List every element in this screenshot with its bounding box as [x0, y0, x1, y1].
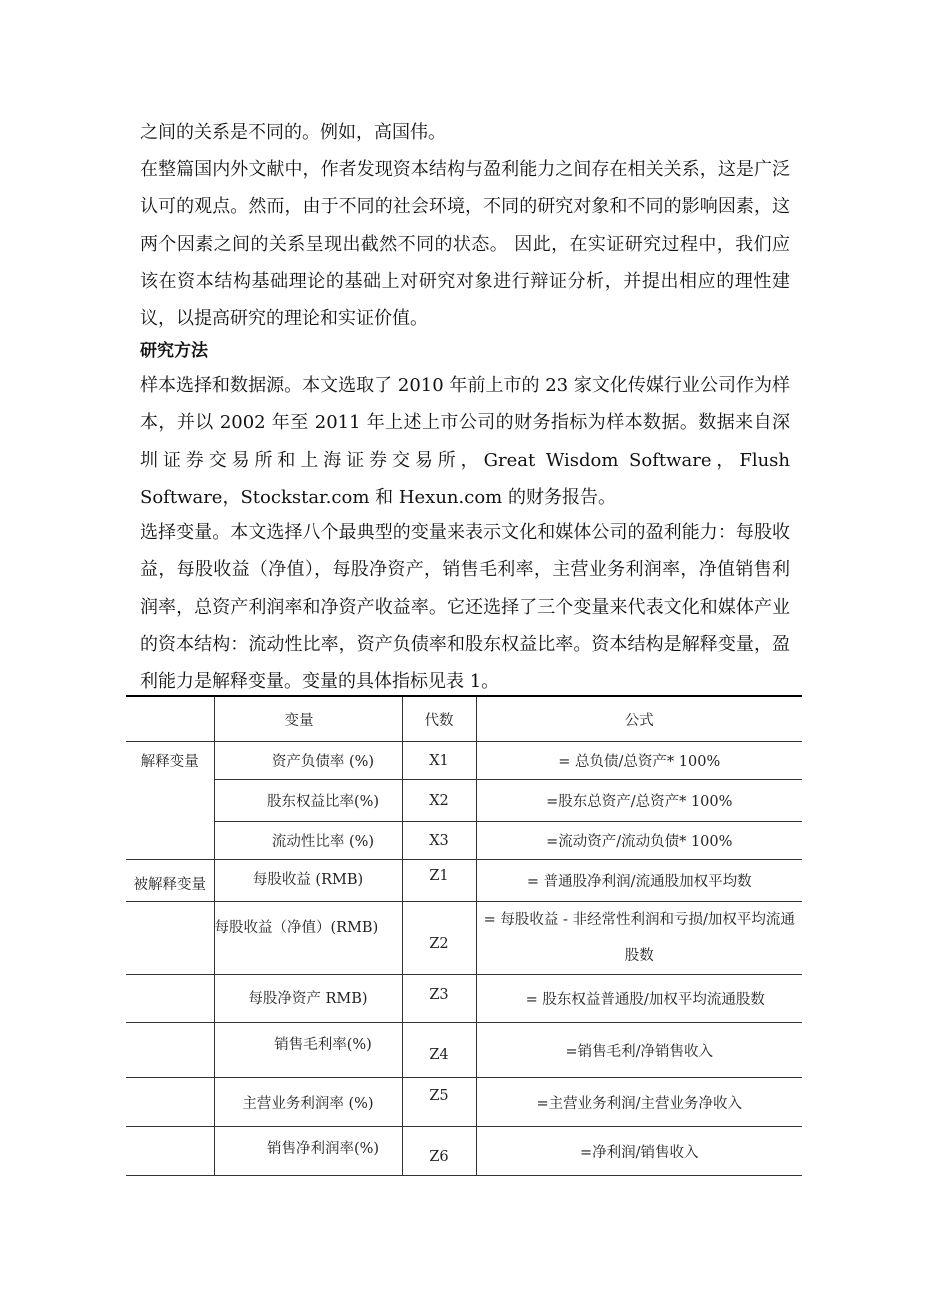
table-header-row — [126, 696, 802, 742]
variables-table — [126, 695, 802, 1176]
variable-cell: 销售毛利率(%) — [214, 1023, 402, 1078]
code-cell: Z2 — [402, 902, 476, 975]
group-cell: 解释变量 — [140, 754, 199, 771]
formula-cell: = 总负债/总资产* 100% — [476, 742, 802, 780]
paragraph-variable-selection: 选择变量。本文选择八个最典型的变量来表示文化和媒体公司的盈利能力：每股收益，每股收益（净值），每股净资产，销售毛利率，主营业务利润率，净值销售利润率，总资产利润率和净资产收益率。它还选择了三个变量来代表文化和媒体产业的资本结构：流动性比率，资产负债率和股东权益比率。资本结构是解释变量，盈利能力是解释变量。变量的具体指标见表 1。 — [140, 522, 790, 693]
code-cell: Z3 — [402, 975, 476, 1023]
table-row — [126, 1023, 802, 1078]
table-row — [126, 742, 802, 780]
formula-cell: = 股东权益普通股/加权平均流通股数 — [476, 975, 802, 1023]
table-row — [126, 975, 802, 1023]
variable-cell: 每股收益（净值）(RMB) — [214, 902, 402, 975]
variable-cell: 销售净利润率(%) — [214, 1127, 402, 1176]
group-cell — [126, 780, 214, 822]
group-cell — [126, 1023, 214, 1078]
variable-cell: 每股收益 (RMB) — [214, 860, 402, 902]
header-code: 代数 — [402, 696, 476, 742]
paragraph-intro-end: 之间的关系是不同的。例如，高国伟。 — [140, 122, 446, 143]
formula-cell: =净利润/销售收入 — [476, 1127, 802, 1176]
code-cell: X3 — [402, 822, 476, 860]
group-cell: 被解释变量 — [133, 877, 206, 893]
table-row — [126, 1127, 802, 1176]
formula-cell: =流动资产/流动负债* 100% — [476, 822, 802, 860]
formula-text: = 每股收益 - 非经常性利润和亏损/加权平均流通股数 — [483, 912, 795, 964]
code-cell: X1 — [402, 742, 476, 780]
group-cell — [126, 902, 214, 975]
formula-cell: =销售毛利/净销售收入 — [476, 1023, 802, 1078]
code-cell: Z4 — [402, 1023, 476, 1078]
group-cell — [126, 1127, 214, 1176]
group-cell — [126, 822, 214, 860]
code-cell: Z5 — [402, 1078, 476, 1127]
code-cell: Z1 — [402, 860, 476, 902]
formula-cell: =主营业务利润/主营业务净收入 — [476, 1078, 802, 1127]
group-cell — [126, 1078, 214, 1127]
header-group — [126, 696, 214, 742]
table-row — [126, 780, 802, 822]
variable-cell: 每股净资产 RMB) — [214, 975, 402, 1023]
code-cell: X2 — [402, 780, 476, 822]
formula-cell — [476, 902, 802, 975]
header-variable: 变量 — [214, 696, 402, 742]
formula-cell: =股东总资产/总资产* 100% — [476, 780, 802, 822]
code-cell: Z6 — [402, 1127, 476, 1176]
variable-cell: 流动性比率 (%) — [214, 822, 402, 860]
table-row — [126, 860, 802, 902]
variable-cell: 资产负债率 (%) — [214, 742, 402, 780]
variable-cell: 主营业务利润率 (%) — [214, 1078, 402, 1127]
group-cell — [126, 975, 214, 1023]
table-row — [126, 822, 802, 860]
paragraph-literature-summary: 在整篇国内外文献中，作者发现资本结构与盈利能力之间存在相关关系，这是广泛认可的观点。然而，由于不同的社会环境，不同的研究对象和不同的影响因素，这两个因素之间的关系呈现出截然不同的状态。 因此，在实证研究过程中，我们应该在资本结构基础理论的基础上对研究对象进行辩证分析，并提出相应的理性建议，以提高研究的理论和实证价值。 — [140, 159, 790, 330]
section-heading-methods: 研究方法 — [140, 341, 208, 361]
table-row — [126, 1078, 802, 1127]
table-row — [126, 902, 802, 975]
paragraph-sample-selection: 样本选择和数据源。本文选取了 2010 年前上市的 23 家文化传媒行业公司作为样本，并以 2002 年至 2011 年上述上市公司的财务指标为样本数据。数据来自深圳证券交易所和上海证券交易所，Great Wisdom Software，Flush Software，Stockstar.com 和 Hexun.com 的财务报告。 — [140, 375, 790, 508]
header-formula: 公式 — [476, 696, 802, 742]
formula-cell: = 普通股净利润/流通股加权平均数 — [476, 860, 802, 902]
variable-cell: 股东权益比率(%) — [214, 780, 402, 822]
